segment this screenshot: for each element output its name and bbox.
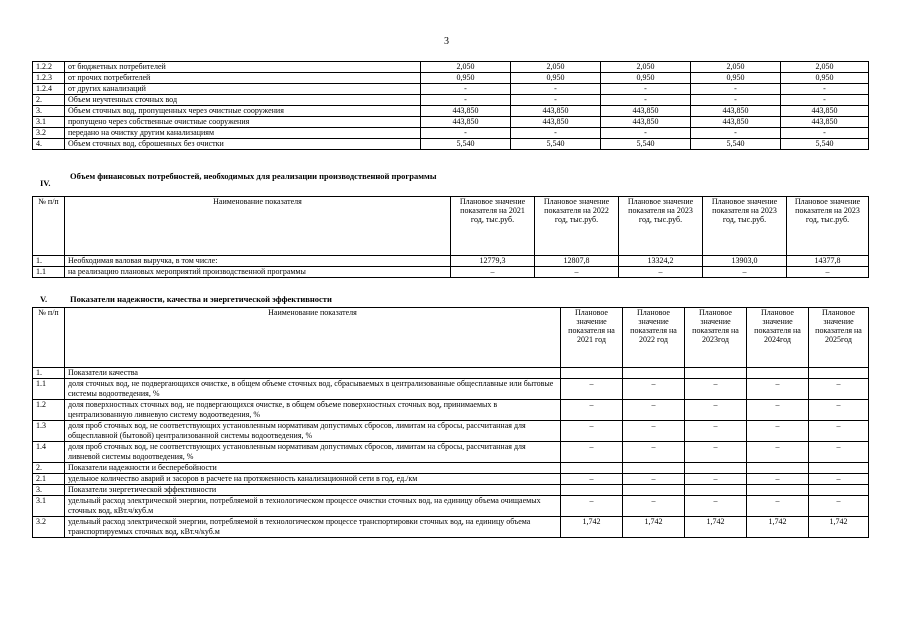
row-value: - [511, 84, 601, 95]
row-name: удельное количество аварий и засоров в расчете на протяженность канализационной сети в год, ед./км [65, 474, 561, 485]
row-number: 1.3 [33, 421, 65, 442]
row-value: – [623, 442, 685, 463]
row-number: 1.2 [33, 400, 65, 421]
row-value: – [685, 474, 747, 485]
header-col: Плановое значение показателя на 2023год [685, 308, 747, 368]
row-name: доля поверхностных сточных вод, не подвергающихся очистке, в общем объеме поверхностных сточных вод, принимаемых в централизованную ливневую систему водоотведения, % [65, 400, 561, 421]
row-name: Объем сточных вод, пропущенных через очистные сооружения [65, 106, 421, 117]
row-value [747, 485, 809, 496]
row-value [747, 368, 809, 379]
row-value [623, 368, 685, 379]
row-name: от прочих потребителей [65, 73, 421, 84]
table-row [33, 400, 869, 421]
row-value [561, 368, 623, 379]
row-value [809, 485, 869, 496]
row-value: 443,850 [691, 106, 781, 117]
table-row [33, 84, 869, 95]
row-value: – [623, 400, 685, 421]
header-col: Плановое значение показателя на 2021 год, тыс.руб. [451, 197, 535, 256]
wastewater-volume-table [32, 61, 869, 150]
header-name: Наименование показателя [65, 308, 561, 368]
row-name: Показатели энергетической эффективности [65, 485, 561, 496]
row-name: удельный расход электрической энергии, потребляемой в технологическом процессе транспортировки сточных вод, на единицу объема транспортируемых сточных вод, кВт.ч/куб.м [65, 517, 561, 538]
row-value: – [561, 474, 623, 485]
row-value: - [421, 84, 511, 95]
header-col: Плановое значение показателя на 2024год [747, 308, 809, 368]
header-num: № п/п [33, 308, 65, 368]
header-col: Плановое значение показателя на 2023 год, тыс.руб. [703, 197, 787, 256]
row-number: 3.1 [33, 117, 65, 128]
row-value: 443,850 [601, 117, 691, 128]
table-row [33, 442, 869, 463]
row-value: 2,050 [511, 62, 601, 73]
row-value: 2,050 [421, 62, 511, 73]
row-value [623, 463, 685, 474]
row-value: – [685, 400, 747, 421]
row-value: – [747, 496, 809, 517]
row-value: 5,540 [691, 139, 781, 150]
row-value: - [421, 95, 511, 106]
row-number: 1.4 [33, 442, 65, 463]
row-value: - [691, 84, 781, 95]
row-value: 0,950 [511, 73, 601, 84]
row-value: 13903,0 [703, 256, 787, 267]
row-value: 1,742 [623, 517, 685, 538]
row-value: – [809, 474, 869, 485]
header-name: Наименование показателя [65, 197, 451, 256]
section4-number: IV. [40, 178, 51, 188]
row-value: – [451, 267, 535, 278]
page-number: 3 [444, 36, 449, 47]
row-number: 2. [33, 463, 65, 474]
row-value: – [685, 442, 747, 463]
header-num: № п/п [33, 197, 65, 256]
table-row [33, 62, 869, 73]
table-row [33, 128, 869, 139]
row-value: - [781, 95, 869, 106]
header-col: Плановое значение показателя на 2023 год, тыс.руб. [619, 197, 703, 256]
row-value: 2,050 [781, 62, 869, 73]
row-value: – [703, 267, 787, 278]
row-value: – [809, 379, 869, 400]
row-value: 443,850 [781, 106, 869, 117]
table-row [33, 517, 869, 538]
row-name: Показатели качества [65, 368, 561, 379]
row-value [623, 485, 685, 496]
table-row [33, 485, 869, 496]
row-number: 1.1 [33, 267, 65, 278]
table-row [33, 106, 869, 117]
row-value: 443,850 [511, 117, 601, 128]
row-name: пропущено через собственные очистные сооружения [65, 117, 421, 128]
row-number: 2.1 [33, 474, 65, 485]
row-name: Объем сточных вод, сброшенных без очистки [65, 139, 421, 150]
header-col: Плановое значение показателя на 2022 год [623, 308, 685, 368]
row-name: от других канализаций [65, 84, 421, 95]
row-value: 0,950 [781, 73, 869, 84]
row-name: передано на очистку другим канализациям [65, 128, 421, 139]
row-value: 443,850 [601, 106, 691, 117]
row-value: 12807,8 [535, 256, 619, 267]
row-value [685, 485, 747, 496]
row-value: – [535, 267, 619, 278]
row-value: - [511, 95, 601, 106]
row-value [561, 463, 623, 474]
row-value: 1,742 [809, 517, 869, 538]
table-row [33, 256, 869, 267]
row-value: – [787, 267, 869, 278]
row-value: 14377,8 [787, 256, 869, 267]
row-value: - [601, 84, 691, 95]
row-name: Объем неучтенных сточных вод [65, 95, 421, 106]
table-row [33, 139, 869, 150]
row-value: 12779,3 [451, 256, 535, 267]
row-value: 0,950 [421, 73, 511, 84]
table-row [33, 368, 869, 379]
row-name: Необходимая валовая выручка, в том числе: [65, 256, 451, 267]
row-number: 1.2.2 [33, 62, 65, 73]
row-value [685, 463, 747, 474]
row-value: 443,850 [421, 117, 511, 128]
row-number: 3.2 [33, 517, 65, 538]
row-value: 0,950 [691, 73, 781, 84]
row-value: – [685, 421, 747, 442]
row-name: доля проб сточных вод, не соответствующих установленным нормативам допустимых сбросов, лимитам на сбросы, рассчитанная для общесплавной (бытовой) централизованной системы водоотведения, % [65, 421, 561, 442]
row-value: 443,850 [781, 117, 869, 128]
table-row [33, 379, 869, 400]
row-value [561, 485, 623, 496]
row-value: - [601, 95, 691, 106]
row-value: 5,540 [511, 139, 601, 150]
table-row [33, 117, 869, 128]
row-value: - [691, 95, 781, 106]
row-value: – [809, 496, 869, 517]
table-row [33, 73, 869, 84]
row-value: – [747, 379, 809, 400]
row-value: 443,850 [691, 117, 781, 128]
row-value: – [747, 442, 809, 463]
row-value: – [623, 496, 685, 517]
row-name: Показатели надежности и бесперебойности [65, 463, 561, 474]
row-value [685, 368, 747, 379]
row-value: 0,950 [601, 73, 691, 84]
row-name: удельный расход электрической энергии, потребляемой в технологическом процессе очистки сточных вод, на единицу объема очищаемых сточных вод, кВт.ч/куб.м [65, 496, 561, 517]
reliability-indicators-table [32, 307, 869, 538]
row-value: – [809, 400, 869, 421]
row-value: 2,050 [691, 62, 781, 73]
row-value: – [809, 421, 869, 442]
row-name: на реализацию плановых мероприятий производственной программы [65, 267, 451, 278]
row-value: – [623, 421, 685, 442]
header-col: Плановое значение показателя на 2022 год, тыс.руб. [535, 197, 619, 256]
row-number: 2. [33, 95, 65, 106]
row-value: – [623, 474, 685, 485]
table-row [33, 95, 869, 106]
row-value: 5,540 [781, 139, 869, 150]
row-number: 1. [33, 256, 65, 267]
table-row [33, 496, 869, 517]
row-number: 3.2 [33, 128, 65, 139]
header-col: Плановое значение показателя на 2023 год, тыс.руб. [787, 197, 869, 256]
section5-title: Показатели надежности, качества и энергетической эффективности [70, 294, 332, 304]
row-value: – [747, 474, 809, 485]
row-name: доля проб сточных вод, не соответствующих установленным нормативам допустимых сбросов, лимитам на сбросы, рассчитанная для ливневой системы водоотведения, % [65, 442, 561, 463]
row-value: 2,050 [601, 62, 691, 73]
row-number: 3. [33, 485, 65, 496]
row-value: - [691, 128, 781, 139]
row-value: 1,742 [747, 517, 809, 538]
row-value: 1,742 [685, 517, 747, 538]
row-value: - [781, 84, 869, 95]
row-number: 1.2.4 [33, 84, 65, 95]
table-row [33, 267, 869, 278]
row-value [809, 463, 869, 474]
table-row [33, 463, 869, 474]
row-value: – [623, 379, 685, 400]
row-value: - [511, 128, 601, 139]
row-value: 13324,2 [619, 256, 703, 267]
row-number: 1. [33, 368, 65, 379]
row-value: – [685, 379, 747, 400]
row-value [809, 368, 869, 379]
row-value: – [747, 400, 809, 421]
table-row [33, 474, 869, 485]
section5-number: V. [40, 294, 48, 304]
section4-title: Объем финансовых потребностей, необходимых для реализации производственной программы [70, 171, 437, 181]
row-value: - [781, 128, 869, 139]
row-value: – [561, 400, 623, 421]
row-value: - [601, 128, 691, 139]
row-value: 443,850 [511, 106, 601, 117]
row-value: – [809, 442, 869, 463]
row-value: – [685, 496, 747, 517]
row-value: – [561, 379, 623, 400]
row-value: - [421, 128, 511, 139]
row-value [747, 463, 809, 474]
row-value: – [561, 421, 623, 442]
header-col: Плановое значение показателя на 2021 год [561, 308, 623, 368]
row-value: – [561, 442, 623, 463]
financial-needs-table [32, 196, 869, 278]
row-number: 3. [33, 106, 65, 117]
row-value: 1,742 [561, 517, 623, 538]
row-name: от бюджетных потребителей [65, 62, 421, 73]
row-number: 1.2.3 [33, 73, 65, 84]
row-value: 5,540 [601, 139, 691, 150]
row-name: доля сточных вод, не подвергающихся очистке, в общем объеме сточных вод, сбрасываемых в централизованные общесплавные или бытовые системы водоотведения, % [65, 379, 561, 400]
row-number: 4. [33, 139, 65, 150]
row-value: – [747, 421, 809, 442]
row-value: – [619, 267, 703, 278]
table-row [33, 421, 869, 442]
header-col: Плановое значение показателя на 2025год [809, 308, 869, 368]
row-value: – [561, 496, 623, 517]
row-number: 3.1 [33, 496, 65, 517]
row-value: 443,850 [421, 106, 511, 117]
row-number: 1.1 [33, 379, 65, 400]
row-value: 5,540 [421, 139, 511, 150]
